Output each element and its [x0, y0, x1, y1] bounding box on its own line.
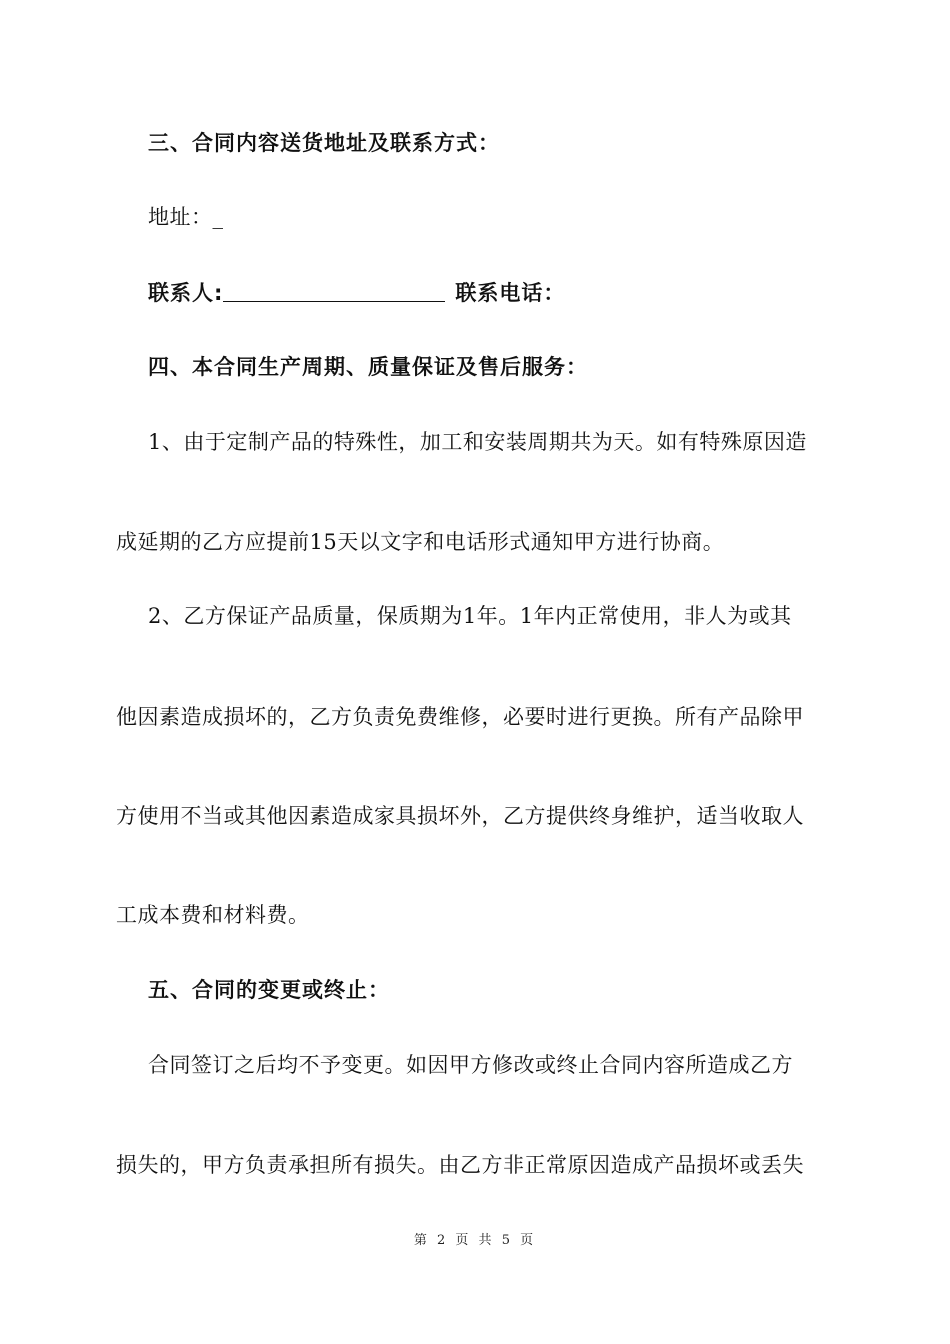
- section-5-heading: 五、合同的变更或终止：: [148, 978, 390, 1002]
- section-5-line-2: 损失的，甲方负责承担所有损失。由乙方非正常原因造成产品损坏或丢失: [116, 1153, 804, 1177]
- contact-phone-label: 联系电话：: [455, 281, 566, 305]
- section-4-line-6: 工成本费和材料费。: [116, 903, 310, 927]
- contact-line: [148, 278, 565, 308]
- section-4-heading: 四、本合同生产周期、质量保证及售后服务：: [148, 355, 588, 379]
- section-4-line-4: 他因素造成损坏的，乙方负责免费维修，必要时进行更换。所有产品除甲: [116, 705, 804, 729]
- section-4-line-2: 成延期的乙方应提前15天以文字和电话形式通知甲方进行协商。: [116, 530, 725, 554]
- section-4-line-1: 1、由于定制产品的特殊性，加工和安装周期共为天。如有特殊原因造: [148, 430, 807, 454]
- contact-person-blank: [223, 279, 445, 302]
- page-footer: 第 2 页 共 5 页: [413, 1233, 537, 1248]
- section-3-heading: 三、合同内容送货地址及联系方式：: [148, 131, 500, 155]
- section-4-line-3: 2、乙方保证产品质量，保质期为1年。1年内正常使用，非人为或其: [148, 604, 792, 628]
- section-4-line-5: 方使用不当或其他因素造成家具损坏外，乙方提供终身维护，适当收取人: [116, 804, 804, 828]
- section-5-line-1: 合同签订之后均不予变更。如因甲方修改或终止合同内容所造成乙方: [148, 1053, 793, 1077]
- address-line: 地址：_: [148, 205, 224, 229]
- contact-person-label: 联系人:: [148, 281, 224, 305]
